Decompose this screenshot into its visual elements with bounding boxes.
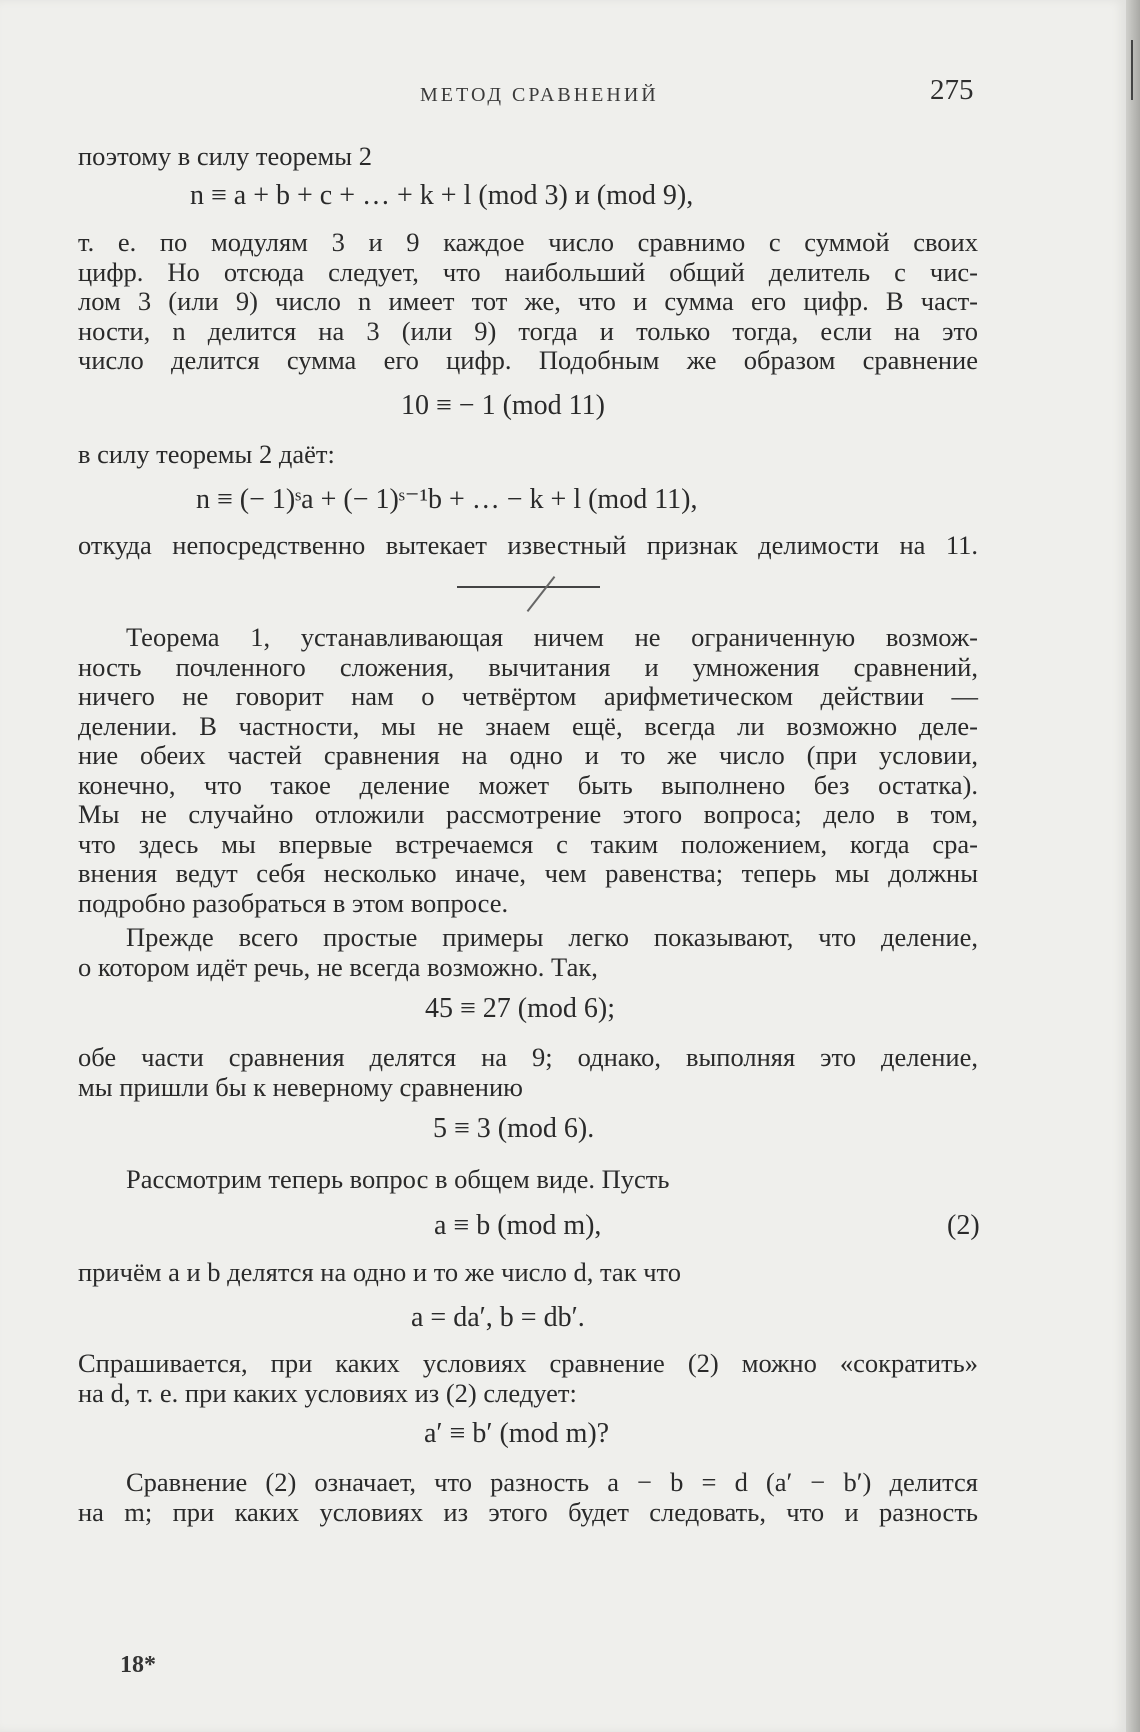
paragraph-11 [78,1468,978,1527]
signature-mark: 18* [120,1652,156,1678]
text-line: в силу теоремы 2 даёт: [78,439,335,469]
paragraph-6 [78,923,978,982]
text-line: ние обеих частей сравнения на одно и то же число (при условии, [78,740,978,770]
text-line: ности, n делится на 3 (или 9) тогда и только тогда, если на это [78,315,978,346]
page-number: 275 [930,74,974,106]
paragraph-5 [78,623,978,918]
text-line: Прежде всего простые примеры легко показывают, что деление, [126,922,978,952]
text-line: число делится сумма его цифр. Подобным же образом сравнение [78,345,978,375]
text-line: т. е. по модулям 3 и 9 каждое число сравнимо с суммой своих [78,227,978,257]
text-line: поэтому в силу теоремы 2 [78,141,372,171]
formula-5-3: 5 ≡ 3 (mod 6). [433,1113,595,1144]
text-line: Сравнение (2) означает, что разность a − b = d (a′ − b′) делится [126,1467,978,1497]
text-line: Рассмотрим теперь вопрос в общем виде. Пусть [126,1164,670,1194]
text-line: делении. В частности, мы не знаем ещё, всегда ли возможно деле- [78,710,978,741]
section-divider [457,586,600,588]
paragraph-10 [78,1349,978,1408]
text-line: подробно разобраться в этом вопросе. [78,887,509,918]
text-line: Мы не случайно отложили рассмотрение этого вопроса; дело в том, [78,799,978,829]
formula-question: a′ ≡ b′ (mod m)? [424,1418,610,1449]
formula-45-27: 45 ≡ 27 (mod 6); [425,993,615,1024]
text-line: Спрашивается, при каких условиях сравнение (2) можно «сократить» [78,1348,978,1378]
text-line: ничего не говорит нам о четвёртом арифметическом действии — [78,681,978,711]
text-line: внения ведут себя несколько иначе, чем равенства; теперь мы должны [78,858,978,888]
formula-2: a ≡ b (mod m), [434,1210,602,1241]
equation-number: (2) [947,1210,980,1241]
text-line: ность почленного сложения, вычитания и умножения сравнений, [78,651,978,682]
page-edge-mark [1131,40,1133,100]
page-edge [1126,0,1140,1732]
paragraph-8 [78,1165,978,1195]
paragraph-1 [78,142,978,172]
text-line: на m; при каких условиях из этого будет следовать, что и разность [78,1496,978,1527]
text-line: причём a и b делятся на одно и то же число d, так что [78,1257,682,1287]
text-line: Теорема 1, устанавливающая ничем не ограниченную возмож- [126,622,978,652]
text-line: о котором идёт речь, не всегда возможно. Так, [78,951,598,982]
text-line: обе части сравнения делятся на 9; однако, выполняя это деление, [78,1042,978,1072]
paragraph-9 [78,1258,978,1288]
text-line: лом 3 (или 9) число n имеет тот же, что и сумма его цифр. В част- [78,286,978,316]
text-line: конечно, что такое деление может быть выполнено без остатка). [78,769,978,800]
running-header: МЕТОД СРАВНЕНИЙ [420,84,659,106]
formula-mod11: n ≡ (− 1)ˢa + (− 1)ˢ⁻¹b + … − k + l (mod 11), [196,484,698,515]
text-line: на d, т. е. при каких условиях из (2) следует: [78,1377,577,1408]
text-line: что здесь мы впервые встречаемся с таким положением, когда сра- [78,828,978,859]
paragraph-3 [78,440,978,470]
formula-10-mod11: 10 ≡ − 1 (mod 11) [401,390,605,421]
text-line: мы пришли бы к неверному сравнению [78,1071,523,1102]
paragraph-7 [78,1043,978,1102]
formula-a-da: a = da′, b = db′. [411,1302,585,1333]
formula-mod3-mod9: n ≡ a + b + c + … + k + l (mod 3) и (mod 9), [190,180,694,211]
paragraph-2 [78,228,978,376]
text-line: цифр. Но отсюда следует, что наибольший общий делитель с чис- [78,256,978,287]
text-line: откуда непосредственно вытекает известный признак делимости на 11. [78,530,978,560]
paragraph-4 [78,531,978,561]
